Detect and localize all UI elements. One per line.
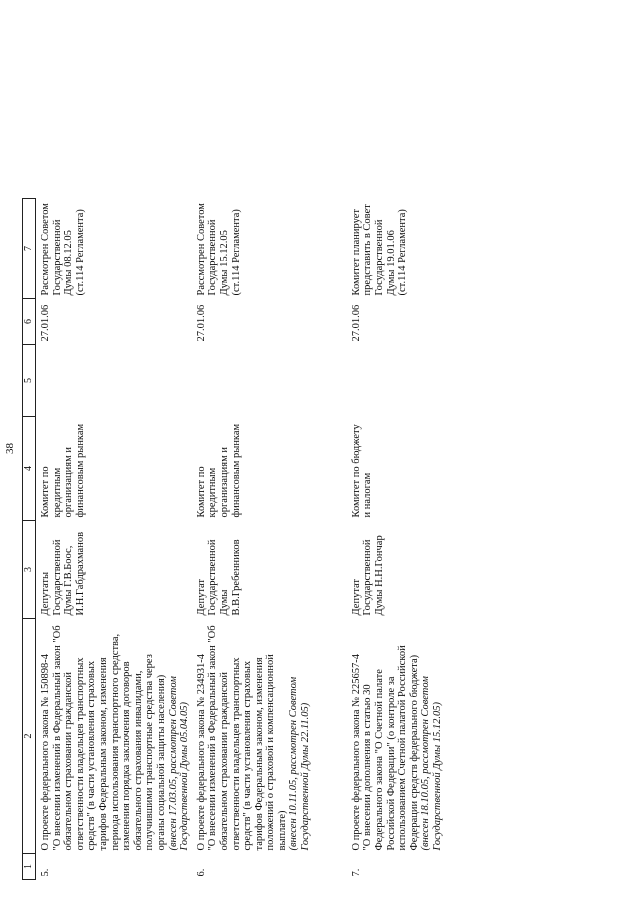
status-cell: Рассмотрен Советом Государственной Думы 15.12.05 (ст.114 Регламента)	[195, 203, 242, 296]
bill-title: О проекте федерального закона № 225657-4	[350, 653, 362, 851]
committee-cell: Комитет по бюджету и налогам	[350, 424, 374, 518]
bills-table	[22, 198, 522, 880]
column5-cell	[192, 345, 347, 417]
table-row	[192, 199, 347, 880]
date-cell: 27.01.06	[350, 304, 362, 342]
date-cell: 27.01.06	[195, 304, 207, 342]
column-header: 3	[23, 521, 36, 619]
authors-cell: Депутаты Государственной Думы Г.В.Боос, И.Н.Габдрахманов	[40, 531, 86, 616]
row-number: 7.	[350, 868, 362, 877]
column-header: 5	[23, 345, 36, 417]
page-number: 38	[4, 443, 16, 454]
column-header: 4	[23, 417, 36, 521]
bill-note: (внесен 17.03.05, рассмотрен Советом Государственной Думы 05.04.05)	[167, 676, 191, 851]
column5-cell	[36, 345, 192, 417]
bill-title: О проекте федерального закона № 234931-4	[195, 653, 207, 851]
bill-cell	[347, 619, 522, 854]
committee-cell: Комитет по кредитным организациям и финансовым рынкам	[40, 423, 86, 518]
date-cell: 27.01.06	[40, 304, 51, 342]
status-cell: Рассмотрен Советом Государственной Думы 08.12.05 (ст.114 Регламента)	[40, 203, 86, 296]
bill-description: "О внесении дополнения в статью 30 Федерального закона "О Счетной палате Российской Федерации" (о контроле за использованием Счетной палатой Российской Федерации средств федерального бюджета)	[362, 645, 420, 851]
bill-description: "О внесении изменений в Федеральный закон "Об обязательном страховании гражданской ответственности владельцев транспортных средств" (в части установления страховых тарифов Федеральным законом, изменения периода использования транспортного средства, изменения порядка заключения договоров обязательного страхования инвалидами, получившими транспортные средства через органы социальной защиты населения)	[51, 625, 167, 851]
bill-note: (внесен 18.10.05, рассмотрен Советом Государственной Думы 15.12.05)	[420, 676, 443, 851]
authors-cell: Депутат Государственной Думы Н.Н.Гончар	[350, 535, 385, 616]
authors-cell: Депутат Государственной Думы В.В.Гребенников	[195, 539, 242, 616]
column-header: 6	[23, 299, 36, 345]
column-header: 1	[23, 854, 36, 880]
column-header: 7	[23, 199, 36, 299]
column5-cell	[347, 345, 522, 417]
row-number: 6.	[195, 868, 207, 877]
table-row	[36, 199, 192, 880]
table-row	[347, 199, 522, 880]
bill-description: "О внесении изменений в Федеральный закон "Об обязательном страховании гражданской ответственности владельцев транспортных средств" (в части установления страховых тарифов Федеральным законом, изменения положений о страховой и компенсационной выплате)	[207, 625, 288, 851]
bill-cell	[192, 619, 347, 854]
status-cell: Комитет планирует представить в Совет Государственной Думы 19.01.06 (ст.114 Регламента)	[350, 204, 409, 296]
committee-cell: Комитет по кредитным организациям и финансовым рынкам	[195, 423, 242, 518]
bill-title: О проекте федерального закона № 150898-4	[40, 653, 51, 851]
table-header-row	[23, 199, 36, 880]
row-number: 5.	[40, 868, 51, 877]
bill-note: (внесен 10.11.05, рассмотрен Советом Государственной Думы 22.11.05)	[288, 676, 312, 851]
bill-cell	[36, 619, 192, 854]
column-header: 2	[23, 619, 36, 854]
